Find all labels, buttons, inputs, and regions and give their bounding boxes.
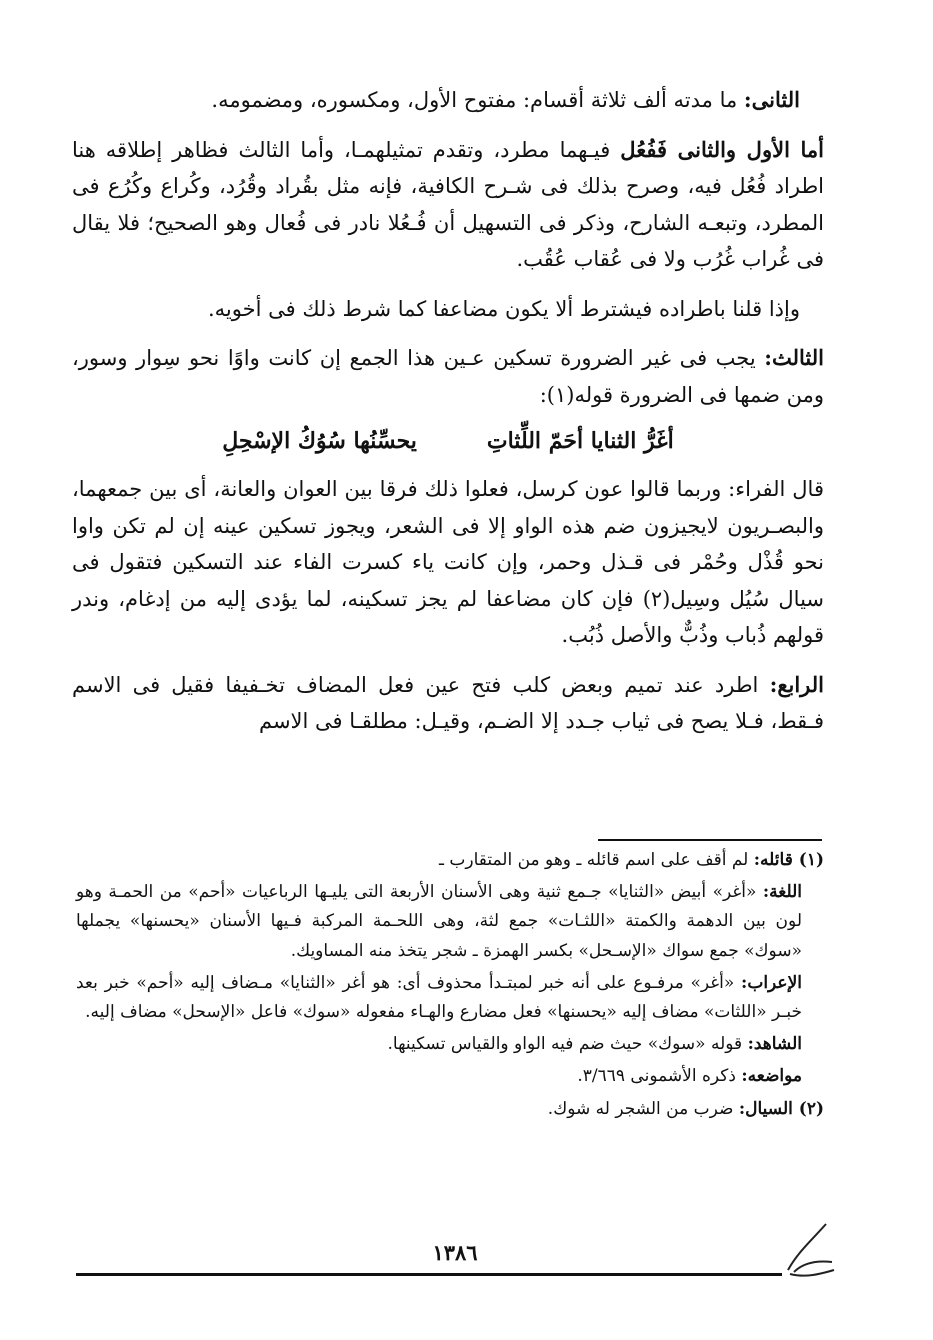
paragraph-second [72, 82, 824, 119]
paragraph-body: وإذا قلنا باطراده فيشترط ألا يكون مضاعفا كما شرط ذلك فى أخويه. [207, 296, 800, 321]
footnote-text: ضرب من الشجر له شوك. [547, 1098, 739, 1119]
footnote-text: «أغر» مرفـوع على أنه خبر لمبتـدأ محذوف أى: هو أغر «الثنايا» مـضاف إليه «أحم» خبر بعد خبـر «اللثات» مضاف إليه «يحسنها» فعل مضارع والهـاء مفعوله «سوك» فاعل «الإسحل» مضاف إليه. [76, 972, 802, 1023]
paragraph-third [72, 340, 824, 413]
paragraph-body: ما مدته ألف ثلاثة أقسام: مفتوح الأول، ومكسوره، ومضمومه. [211, 88, 744, 112]
footnote-1-parsing [76, 969, 824, 1027]
main-text [72, 82, 824, 753]
page-number: ١٣٨٦ [432, 1240, 478, 1265]
footnote-1-sources [76, 1062, 824, 1091]
paragraph-lead: الثانى: [743, 87, 800, 112]
footnote-label: الإعراب: [741, 972, 802, 993]
footnote-1-language [76, 878, 824, 966]
verse-first-hemistich: أغَرُّ الثنايا أحَمّ اللِّثاتِ [486, 428, 674, 454]
paragraph-lead: الرابع: [769, 671, 824, 697]
footnote-label: الشاهد: [747, 1034, 802, 1055]
footnote-label: مواضعه: [741, 1066, 802, 1087]
footnote-label: (١) قائله: [753, 850, 824, 870]
paragraph-lead: الثالث: [764, 345, 824, 370]
footnote-1-author [76, 846, 824, 875]
footnote-separator [598, 839, 822, 841]
footnote-text: «أغر» أبيض «الثنايا» جـمع ثنية وهى الأسنان الأربعة التى يليـها الرباعيات «أحم» من الحمـة وهو لون بين الدهمة والكمتة «اللثـات» جمع لثة، وهى اللحـمة المركبة فـيها الأسنان «يحسنها» يجملها «سوك» جمع سواك «الإسـحل» بكسر الهمزة ـ شجر يتخذ منه المساويك. [76, 882, 802, 961]
paragraph-body: اطرد عند تميم وبعض كلب فتح عين فعل المضاف تخـفيفا فقيل فى الاسم فـقط، فـلا يصح فى ثياب جـدد إلا الضـم، وقيـل: مطلقـا فى الاسم [72, 672, 824, 733]
footnote-1-evidence [76, 1030, 824, 1059]
footnotes [76, 846, 824, 1127]
footnote-text: قوله «سوك» حيث ضم فيه الواو والقياس تسكينها. [387, 1034, 748, 1055]
footnote-label: (٢) السيال: [738, 1098, 824, 1119]
paragraph-body: قال الفراء: وربما قالوا عون كرسل، فعلوا ذلك فرقا بين العوان والعانة، أى بين جمعهما، والبصـريون لايجيزون ضم هذه الواو إلا فى الشعر، ويجوز تسكين عينه إن لم تكن واوا نحو قُذْل وحُمْر فى قـذل وحمر، وإن كانت ياء كسرت الفاء عند التسكين فتقول فى سيال سُيُل وسِيل(٢) فإن كان مضاعفا لم يجز تسكينه، لما يؤدى إليه من إدغام، وندر قولهم ذُباب وذُبٌّ والأصل ذُبُب. [72, 477, 824, 647]
paragraph-farra [72, 471, 824, 654]
poetry-verse [72, 421, 824, 461]
paragraph-condition [72, 291, 824, 328]
paragraph-lead: أما الأول والثانى فَفُعُل [620, 136, 824, 162]
paragraph-fourth [72, 667, 824, 740]
footnote-text: ذكره الأشمونى ٣/٦٦٩. [577, 1066, 742, 1087]
footnote-2 [76, 1095, 824, 1124]
footnote-text: لم أقف على اسم قائله ـ وهو من المتقارب ـ [438, 850, 754, 870]
paragraph-body: فيـهما مطرد، وتقدم تمثيلهمـا، وأما الثالث فظاهر إطلاقه هنا اطراد فُعُل فيه، وصرح بذلك فى شـرح الكافية، فإنه مثل بقُراد وقُرُد، وكُراع وكُرُع فى المطرد، وتبعـه الشارح، وذكر فى التسهيل أن فُـعُلا نادر فى فُعال وهو الصحيح؛ فلا يقال فى غُراب غُرُب ولا فى عُقاب عُقُب. [72, 137, 824, 271]
paragraph-first-and-second [72, 132, 824, 278]
footer-rule [76, 1273, 782, 1276]
handwritten-mark-icon [780, 1212, 840, 1282]
footnote-label: اللغة: [762, 882, 802, 903]
verse-second-hemistich: يحسِّنُها سُوُكُ الإسْحِلِ [222, 428, 417, 454]
paragraph-body: يجب فى غير الضرورة تسكين عـين هذا الجمع إن كانت واوًا نحو سِوار وسور، ومن ضمها فى الضرورة قوله(١): [72, 346, 824, 407]
